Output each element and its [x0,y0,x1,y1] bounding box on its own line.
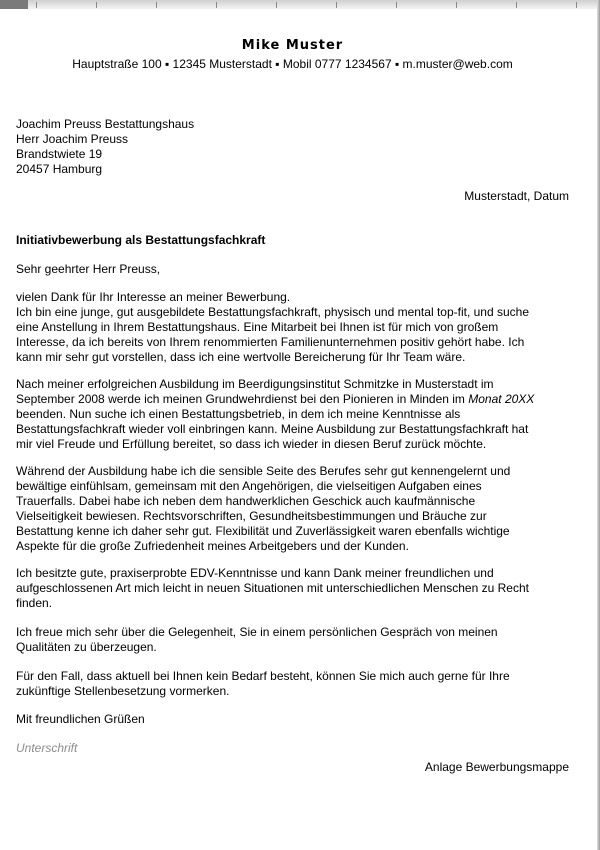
paragraph-line: vielen Dank für Ihr Interesse an meiner Bewerbung. [16,290,291,304]
paragraph-line: Ich besitzte gute, praxiserprobte EDV-Kenntnisse und kann Dank meiner freundlichen und [16,566,494,580]
paragraph-line: September 2008 werde ich meinen Grundwehrdienst bei den Pionieren in Minden im Monat 20XX [16,392,535,406]
ruler-corner [0,0,28,9]
salutation: Sehr geehrter Herr Preuss, [16,262,161,276]
paragraph-line: Interesse, da ich bereits von Ihrem renommierten Familienunternehmen positiv gehört habe. Ich [16,335,525,349]
paragraph-line: Für den Fall, dass aktuell bei Ihnen kein Bedarf besteht, können Sie mich auch gerne für Ihre [16,669,510,683]
paragraph-line: eine Anstellung in Ihrem Bestattungshaus. Eine Mitarbeit bei Ihnen ist für mich von großem [16,320,499,334]
ruler-mark [276,2,277,8]
paragraph-line: Während der Ausbildung habe ich die sensible Seite des Berufes sehr gut kennengelernt und [16,464,511,478]
ruler-mark [96,2,97,8]
paragraph-line: Nach meiner erfolgreichen Ausbildung im Beerdigungsinstitut Schmitzke in Musterstadt im [16,377,494,391]
paragraph-line: beenden. Nun suche ich einen Bestattungsbetrieb, in dem ich meine Kenntnisse als [16,407,461,421]
place-date: Musterstadt, Datum [464,189,569,203]
emphasized-date: Monat 20XX [468,392,535,406]
paragraph-line: Vielseitigkeit bewiesen. Rechtsvorschriften, Gesundheitsbestimmungen und Bräuche zur [16,509,487,523]
paragraph-line: Trauerfalls. Dabei habe ich neben dem handwerklichen Geschick auch kaufmännische [16,494,476,508]
paragraph-line: aufgeschlossenen Art mich leicht in neuen Situationen mit unterschiedlichen Menschen zu Recht [16,581,529,595]
paragraph-line: Aspekte für die große Zufriedenheit meines Arbeitgebers und der Kunden. [16,539,409,553]
recipient-person: Herr Joachim Preuss [16,132,129,146]
ruler-mark [156,2,157,8]
paragraph-line: kann mir sehr gut vorstellen, dass ich eine wertvolle Bereicherung für Ihr Team wäre. [16,350,466,364]
paragraph-line: mir viel Freude und Erfüllung bereitet, so dass ich wieder in diesen Beruf zurück möchte. [16,437,487,451]
sender-contact-line: Hauptstraße 100 ▪ 12345 Musterstadt ▪ Mobil 0777 1234567 ▪ m.muster@web.com [72,57,513,71]
paragraph-line: Ich bin eine junge, gut ausgebildete Bestattungsfachkraft, physisch und mental top-fit, und suche [16,305,529,319]
paragraph-line: finden. [16,596,53,610]
paragraph-intro [16,290,569,365]
signature-placeholder: Unterschrift [16,741,78,755]
document-top-edge [0,0,600,9]
ruler-mark [36,2,37,8]
paragraph-line: Qualitäten zu überzeugen. [16,640,157,654]
paragraph-education [16,377,569,452]
ruler-mark [396,2,397,8]
paragraph-line: Ich freue mich sehr über die Gelegenheit, Sie in einem persönlichen Gespräch von meinen [16,625,498,639]
ruler-mark [336,2,337,8]
sender-name: Mike Muster [241,38,344,53]
paragraph-future [16,669,569,699]
paragraph-line: Bestattung kenne ich daher sehr gut. Flexibilität und Zuverlässigkeit waren ebenfalls wichtige [16,524,510,538]
ruler-mark [216,2,217,8]
paragraph-interview [16,625,569,655]
ruler-mark [516,2,517,8]
paragraph-line: zukünftige Stellenbesetzung vormerken. [16,684,230,698]
enclosure-note: Anlage Bewerbungsmappe [424,760,569,774]
paragraph-experience [16,464,569,554]
ruler-mark [456,2,457,8]
paragraph-skills [16,566,569,611]
closing-greeting: Mit freundlichen Grüßen [16,712,145,726]
recipient-address [16,117,194,177]
ruler-mark [576,2,577,8]
recipient-company: Joachim Preuss Bestattungshaus [16,117,195,131]
recipient-city: 20457 Hamburg [16,162,103,176]
paragraph-line: bewältige einfühlsam, gemeinsam mit den Angehörigen, die vielseitigen Aufgaben eines [16,479,482,493]
subject-line: Initiativbewerbung als Bestattungsfachkraft [16,233,266,247]
recipient-street: Brandstwiete 19 [16,147,103,161]
paragraph-line: Bestattungsfachkraft wieder voll einbringen kann. Meine Ausbildung zur Bestattungsfachkraft hat [16,422,529,436]
